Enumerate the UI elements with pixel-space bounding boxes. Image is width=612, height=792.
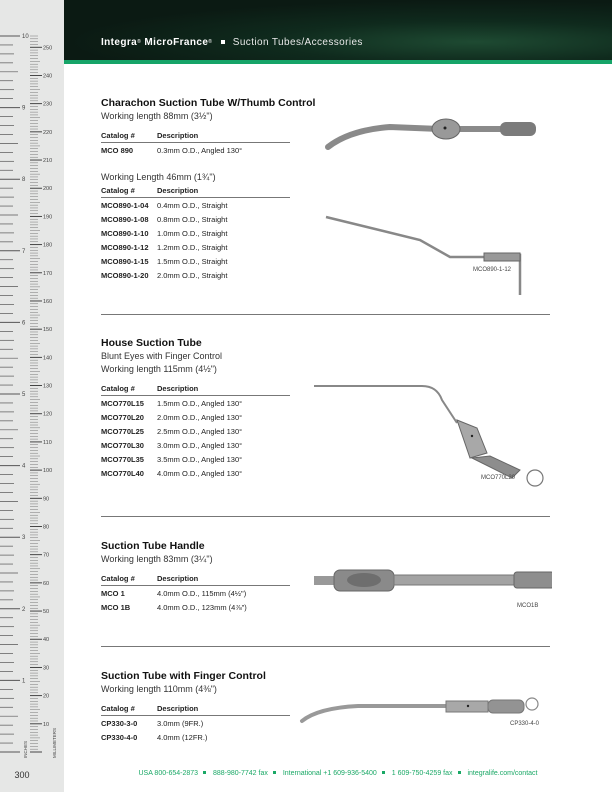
table-row <box>101 212 290 226</box>
inch-label: 1 <box>22 678 26 685</box>
table-row <box>101 240 290 254</box>
suction-handle-illustration <box>312 566 552 596</box>
col-description: Description <box>157 574 290 586</box>
catalog-code: MCO770L15 <box>101 399 144 408</box>
catalog-code: MCO890-1-08 <box>101 215 149 224</box>
inch-label: 9 <box>22 105 26 112</box>
footer-contact-link[interactable]: integralife.com/contact <box>467 770 538 777</box>
catalog-description: 4.0mm O.D., 123mm (4⅞") <box>157 603 247 612</box>
mm-label: 10 <box>43 721 50 728</box>
table-row <box>101 198 290 213</box>
footer-usa-phone: USA 800-654-2873 <box>138 770 199 777</box>
table-row <box>101 730 290 744</box>
product-suction-tube-handle <box>101 540 290 614</box>
product-title: Suction Tube with Finger Control <box>101 670 266 682</box>
catalog-code: MCO 890 <box>101 146 134 155</box>
col-catalog: Catalog # <box>101 131 157 143</box>
catalog-code: MCO770L25 <box>101 427 144 436</box>
inch-label: 8 <box>22 177 26 184</box>
finger-control <box>457 420 487 458</box>
grip-window <box>347 573 381 587</box>
mm-label: 30 <box>43 665 50 672</box>
millimeters-axis-label: MILLIMETERS <box>52 727 57 758</box>
catalog-code: MCO890-1-12 <box>101 243 149 252</box>
inch-label: 5 <box>22 392 26 398</box>
catalog-code: MCO770L40 <box>101 469 144 478</box>
table-row <box>101 600 290 614</box>
image-caption: MCO770L20 <box>481 475 516 481</box>
table-row <box>101 268 290 282</box>
catalog-description: 1.5mm O.D., Straight <box>157 257 228 266</box>
charachon-tube-illustration <box>320 115 560 305</box>
catalog-code: MCO770L35 <box>101 455 144 464</box>
catalog-code: CP330-3-0 <box>101 719 138 728</box>
catalog-description: 1.0mm O.D., Straight <box>157 229 228 238</box>
table-row <box>101 143 290 158</box>
group-subtitle: Working Length 46mm (1¾") <box>101 172 216 182</box>
image-caption: CP330-4-0 <box>510 721 540 727</box>
thumb-hole <box>444 127 447 130</box>
product-title: House Suction Tube <box>101 337 202 349</box>
finger-ring <box>527 470 543 486</box>
catalog-description: 2.0mm O.D., Straight <box>157 271 228 280</box>
control-hole <box>467 705 469 707</box>
mm-label: 170 <box>43 270 53 277</box>
mm-label: 60 <box>43 580 50 587</box>
catalog-description: 3.5mm O.D., Angled 130° <box>157 455 243 464</box>
product-subtitle: Working length 115mm (4½") <box>101 364 217 374</box>
catalog-code: MCO 1B <box>101 603 131 612</box>
house-suction-tube-illustration <box>312 378 552 488</box>
catalog-table <box>101 384 290 480</box>
table-row <box>101 466 290 480</box>
catalog-table <box>101 574 290 614</box>
mm-label: 210 <box>43 158 53 165</box>
mm-label: 40 <box>43 637 50 644</box>
catalog-code: MCO890-1-20 <box>101 271 149 280</box>
measurement-ruler <box>0 0 64 792</box>
catalog-table-2 <box>101 186 290 282</box>
contact-footer <box>64 770 612 777</box>
brand-microfrance: MicroFrance <box>144 37 209 48</box>
table-row <box>101 396 290 411</box>
catalog-description: 1.2mm O.D., Straight <box>157 243 228 252</box>
col-catalog: Catalog # <box>101 186 157 198</box>
brand-integra: Integra <box>101 37 138 48</box>
catalog-code: MCO890-1-10 <box>101 229 149 238</box>
image-caption: MCO890-1-12 <box>473 267 512 273</box>
handle-shaft <box>394 575 514 585</box>
catalog-code: MCO 1 <box>101 589 125 598</box>
separator-square-icon <box>221 40 225 44</box>
bullet-icon <box>273 771 276 774</box>
mm-label: 190 <box>43 214 53 221</box>
inch-label: 10 <box>22 34 29 40</box>
tube-collar <box>484 253 520 261</box>
tube-shaft <box>302 706 448 721</box>
bullet-icon <box>458 771 461 774</box>
product-charachon <box>101 97 315 282</box>
hose-connector <box>514 572 552 588</box>
inch-label: 7 <box>22 248 26 255</box>
catalog-description: 0.3mm O.D., Angled 130° <box>157 146 243 155</box>
col-catalog: Catalog # <box>101 384 157 396</box>
bullet-icon <box>382 771 385 774</box>
table-row <box>101 424 290 438</box>
col-description: Description <box>157 131 290 143</box>
mm-label: 70 <box>43 552 50 559</box>
product-title: Suction Tube Handle <box>101 540 205 552</box>
inch-label: 4 <box>22 463 26 470</box>
table-row <box>101 226 290 240</box>
page-number: 300 <box>14 770 30 780</box>
mm-label: 50 <box>43 609 50 616</box>
mm-label: 230 <box>43 101 53 108</box>
registered-mark: ® <box>208 39 213 45</box>
handle-tip <box>314 576 334 585</box>
mm-label: 120 <box>43 411 53 418</box>
product-house-suction-tube <box>101 337 290 480</box>
col-description: Description <box>157 384 290 396</box>
inch-label: 6 <box>22 320 26 327</box>
mm-label: 220 <box>43 129 53 136</box>
col-catalog: Catalog # <box>101 574 157 586</box>
section-title: Suction Tubes/Accessories <box>232 37 363 48</box>
section-divider <box>101 646 550 647</box>
handle-grip <box>500 122 536 136</box>
ruler-scale <box>0 0 64 792</box>
catalog-table <box>101 704 290 744</box>
mm-label: 250 <box>43 45 53 52</box>
product-title: Charachon Suction Tube W/Thumb Control <box>101 97 316 109</box>
catalog-description: 1.5mm O.D., Angled 130° <box>157 399 243 408</box>
mm-label: 160 <box>43 298 53 305</box>
catalog-table <box>101 131 290 157</box>
catalog-code: MCO770L30 <box>101 441 144 450</box>
section-divider <box>101 516 550 517</box>
product-subtitle: Working length 88mm (3½") <box>101 111 213 121</box>
table-row <box>101 452 290 466</box>
catalog-description: 2.5mm O.D., Angled 130° <box>157 427 243 436</box>
table-row <box>101 586 290 601</box>
mm-label: 240 <box>43 73 53 80</box>
footer-intl-fax: 1 609-750-4259 fax <box>391 770 453 777</box>
mm-label: 140 <box>43 355 53 362</box>
catalog-code: CP330-4-0 <box>101 733 138 742</box>
mm-label: 180 <box>43 242 53 249</box>
inch-label: 2 <box>22 606 26 613</box>
mm-label: 20 <box>43 693 50 700</box>
mm-label: 130 <box>43 383 53 390</box>
col-description: Description <box>157 186 290 198</box>
table-row <box>101 254 290 268</box>
section-divider <box>101 314 550 315</box>
table-row <box>101 716 290 731</box>
table-row <box>101 438 290 452</box>
col-catalog: Catalog # <box>101 704 157 716</box>
footer-intl-phone: International +1 609-936-5400 <box>282 770 377 777</box>
mm-label: 80 <box>43 524 50 531</box>
header-title <box>101 37 363 48</box>
catalog-code: MCO890-1-15 <box>101 257 149 266</box>
tube-shaft <box>328 127 500 147</box>
catalog-description: 3.0mm O.D., Angled 130° <box>157 441 243 450</box>
mm-label: 150 <box>43 327 53 334</box>
bullet-icon <box>203 771 206 774</box>
catalog-description: 0.4mm O.D., Straight <box>157 201 228 210</box>
footer-usa-fax: 888-980-7742 fax <box>212 770 268 777</box>
catalog-description: 4.0mm O.D., Angled 130° <box>157 469 243 478</box>
col-description: Description <box>157 704 290 716</box>
mm-label: 100 <box>43 468 53 475</box>
catalog-code: MCO770L20 <box>101 413 144 422</box>
tube-shaft <box>314 386 457 423</box>
control-hole <box>471 435 473 437</box>
product-subtitle: Working length 110mm (4⅜") <box>101 684 217 694</box>
image-caption: MCO1B <box>517 603 539 609</box>
catalog-description: 4.0mm O.D., 115mm (4½") <box>157 589 247 598</box>
mm-label: 200 <box>43 186 53 193</box>
product-subtitle: Working length 83mm (3¼") <box>101 554 213 564</box>
mm-label: 110 <box>43 439 52 446</box>
product-subtitle: Blunt Eyes with Finger Control <box>101 351 223 361</box>
inch-label: 3 <box>22 535 26 542</box>
mm-label: 90 <box>43 496 50 503</box>
catalog-code: MCO890-1-04 <box>101 201 149 210</box>
table-row <box>101 410 290 424</box>
inches-axis-label: INCHES <box>23 740 28 758</box>
handle-grip <box>488 700 524 713</box>
product-suction-tube-finger-control <box>101 670 290 744</box>
catalog-description: 2.0mm O.D., Angled 130° <box>157 413 243 422</box>
registered-mark: ® <box>137 39 142 45</box>
catalog-description: 3.0mm (9FR.) <box>157 719 204 728</box>
finger-ring <box>526 698 538 710</box>
catalog-description: 0.8mm O.D., Straight <box>157 215 228 224</box>
page-header-banner <box>64 0 612 64</box>
catalog-description: 4.0mm (12FR.) <box>157 733 208 742</box>
